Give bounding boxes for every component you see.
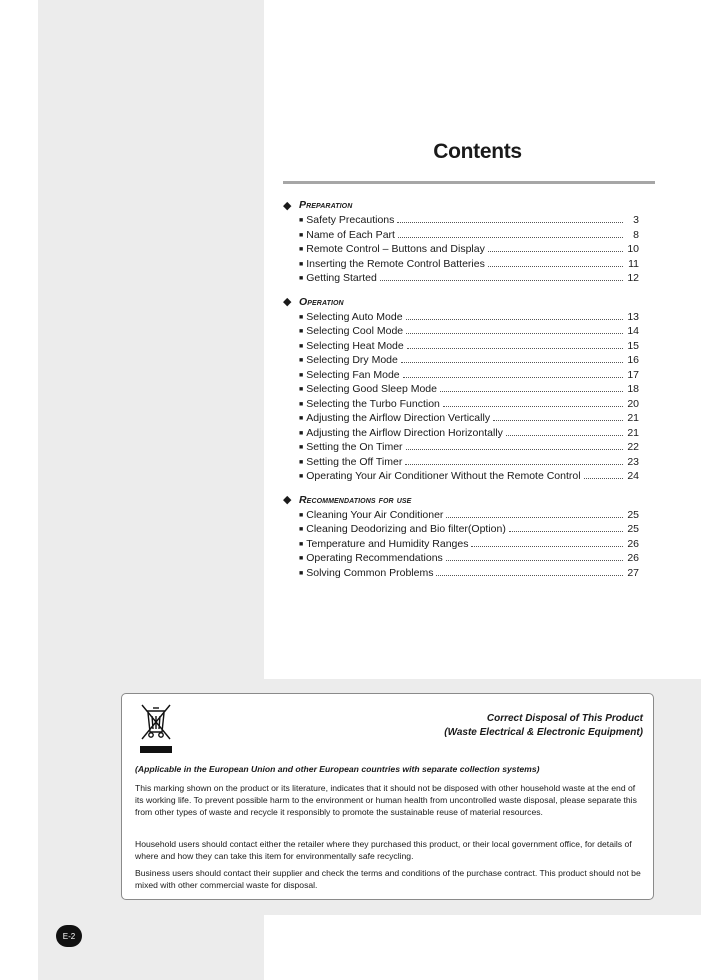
toc-section-title: Preparation <box>299 199 353 211</box>
toc-entry-label: Operating Your Air Conditioner Without the Remote Control <box>306 470 581 482</box>
dot-leader <box>446 517 623 518</box>
toc-entry[interactable] <box>283 523 639 538</box>
toc-entry[interactable] <box>283 383 639 398</box>
square-bullet-icon: ■ <box>299 342 304 350</box>
toc-page-number: 22 <box>627 441 639 453</box>
dot-leader <box>506 435 623 436</box>
toc-page-number: 24 <box>627 470 639 482</box>
dot-leader <box>488 266 623 267</box>
square-bullet-icon: ■ <box>299 260 304 268</box>
toc-entry[interactable] <box>283 258 639 273</box>
toc-page-number: 3 <box>633 214 639 226</box>
toc-page-number: 16 <box>627 354 639 366</box>
toc-entry-label: Remote Control – Buttons and Display <box>306 243 485 255</box>
square-bullet-icon: ■ <box>299 328 304 335</box>
square-bullet-icon: ■ <box>299 386 304 393</box>
table-of-contents <box>283 197 639 588</box>
toc-entry[interactable] <box>283 509 639 524</box>
toc-entry-label: Solving Common Problems <box>306 566 434 579</box>
diamond-icon: ◆ <box>283 296 292 308</box>
toc-page-number: 13 <box>627 310 639 323</box>
toc-page-number: 12 <box>627 272 639 284</box>
square-bullet-icon: ■ <box>299 444 304 451</box>
square-bullet-icon: ■ <box>299 217 304 224</box>
crossed-out-wheelie-bin-icon <box>138 702 174 742</box>
toc-entry[interactable] <box>283 567 639 582</box>
toc-section-header <box>283 197 639 213</box>
toc-page-number: 11 <box>628 257 639 270</box>
toc-entry-label: Selecting Dry Mode <box>306 354 398 366</box>
toc-page-number: 15 <box>627 339 639 352</box>
toc-page-number: 23 <box>627 455 639 468</box>
square-bullet-icon: ■ <box>299 526 304 533</box>
toc-entry-label: Selecting Heat Mode <box>306 339 404 352</box>
toc-section-title: Operation <box>299 295 344 308</box>
square-bullet-icon: ■ <box>299 555 304 562</box>
dot-leader <box>403 377 623 378</box>
disposal-paragraph-2: Household users should contact either the retailer where they purchased this product, or their local government office, for details of where and how they can take this item for environmentally safe recycling. <box>135 839 632 861</box>
toc-entry[interactable] <box>283 369 639 384</box>
toc-entry[interactable] <box>283 552 639 567</box>
dot-leader <box>407 348 623 349</box>
toc-page-number: 27 <box>627 566 639 579</box>
toc-section <box>283 492 639 582</box>
toc-entry-label: Safety Precautions <box>306 214 395 226</box>
dot-leader <box>398 237 623 238</box>
toc-entry[interactable] <box>283 354 639 369</box>
toc-entry-label: Setting the Off Timer <box>306 455 403 468</box>
dot-leader <box>406 319 623 320</box>
toc-entry[interactable] <box>283 538 639 553</box>
page-title: Contents <box>433 140 522 163</box>
toc-entry-label: Selecting the Turbo Function <box>306 397 440 410</box>
diamond-icon: ◆ <box>283 199 292 212</box>
disposal-title <box>444 712 643 740</box>
square-bullet-icon: ■ <box>299 429 304 437</box>
square-bullet-icon: ■ <box>299 246 304 253</box>
toc-section-header <box>283 492 639 508</box>
square-bullet-icon: ■ <box>299 231 304 239</box>
toc-entry-label: Cleaning Deodorizing and Bio filter(Option) <box>306 523 506 535</box>
disposal-title-line2: (Waste Electrical & Electronic Equipment) <box>444 727 643 738</box>
bin-underline-bar <box>140 746 172 753</box>
toc-entry[interactable] <box>283 470 639 485</box>
dot-leader <box>471 546 623 547</box>
toc-section-title: Recommendations for use <box>299 493 412 506</box>
diamond-icon: ◆ <box>283 494 292 506</box>
toc-entry[interactable] <box>283 427 639 442</box>
toc-entry-label: Name of Each Part <box>306 228 395 241</box>
toc-entry-label: Selecting Auto Mode <box>306 310 403 323</box>
toc-entry-label: Adjusting the Airflow Direction Vertically <box>306 412 491 424</box>
toc-entry[interactable] <box>283 311 639 326</box>
toc-section <box>283 294 639 485</box>
dot-leader <box>443 406 623 407</box>
dot-leader <box>406 333 623 334</box>
dot-leader <box>509 531 623 532</box>
dot-leader <box>440 391 623 392</box>
toc-entry[interactable] <box>283 325 639 340</box>
square-bullet-icon: ■ <box>299 458 304 466</box>
toc-entry-label: Temperature and Humidity Ranges <box>306 537 469 550</box>
square-bullet-icon: ■ <box>299 540 304 548</box>
toc-page-number: 18 <box>627 383 639 395</box>
toc-entry-label: Selecting Fan Mode <box>306 368 400 381</box>
toc-entry-label: Getting Started <box>306 272 377 284</box>
dot-leader <box>380 280 623 281</box>
toc-page-number: 21 <box>627 426 639 439</box>
title-rule <box>283 181 655 184</box>
dot-leader <box>446 560 623 561</box>
toc-entry[interactable] <box>283 214 639 229</box>
toc-entry[interactable] <box>283 243 639 258</box>
toc-section-header <box>283 294 639 310</box>
square-bullet-icon: ■ <box>299 275 304 282</box>
dot-leader <box>406 449 623 450</box>
toc-page-number: 8 <box>633 228 639 241</box>
toc-entry-label: Inserting the Remote Control Batteries <box>306 257 485 270</box>
dot-leader <box>436 575 623 576</box>
square-bullet-icon: ■ <box>299 400 304 408</box>
toc-entry[interactable] <box>283 412 639 427</box>
toc-page-number: 20 <box>627 397 639 410</box>
dot-leader <box>405 464 623 465</box>
toc-entry[interactable] <box>283 229 639 244</box>
toc-page-number: 26 <box>627 552 639 564</box>
toc-entry-label: Selecting Good Sleep Mode <box>306 383 437 395</box>
toc-entry[interactable] <box>283 398 639 413</box>
toc-entry-label: Cleaning Your Air Conditioner <box>306 508 444 521</box>
square-bullet-icon: ■ <box>299 371 304 379</box>
dot-leader <box>488 251 623 252</box>
disposal-paragraph-3: Business users should contact their supplier and check the terms and conditions of the purchase contract. This product should not be mixed with other commercial waste for disposal. <box>135 868 641 890</box>
square-bullet-icon: ■ <box>299 473 304 480</box>
toc-entry-label: Selecting Cool Mode <box>306 325 404 337</box>
toc-entry[interactable] <box>283 272 639 287</box>
toc-entry-label: Operating Recommendations <box>306 552 443 564</box>
dot-leader <box>401 362 623 363</box>
toc-page-number: 26 <box>627 537 639 550</box>
toc-entry-label: Adjusting the Airflow Direction Horizontally <box>306 426 503 439</box>
toc-page-number: 14 <box>627 325 639 337</box>
square-bullet-icon: ■ <box>299 569 304 577</box>
disposal-paragraph-1: This marking shown on the product or its literature, indicates that it should not be disposed with other household waste at the end of its working life. To prevent possible harm to the environment or human health from uncontrolled waste disposal, please separate this from other types of waste and recycle it responsibly to promote the sustainable reuse of material resources. <box>135 783 637 817</box>
square-bullet-icon: ■ <box>299 415 304 422</box>
dot-leader <box>493 420 623 421</box>
toc-page-number: 25 <box>627 523 639 535</box>
toc-entry-label: Setting the On Timer <box>306 441 403 453</box>
toc-page-number: 10 <box>627 243 639 255</box>
toc-section <box>283 197 639 287</box>
toc-page-number: 25 <box>627 508 639 521</box>
toc-entry[interactable] <box>283 340 639 355</box>
disposal-title-line1: Correct Disposal of This Product <box>486 713 643 724</box>
disposal-notice <box>121 693 654 900</box>
square-bullet-icon: ■ <box>299 357 304 364</box>
toc-entry[interactable] <box>283 456 639 471</box>
dot-leader <box>397 222 623 223</box>
toc-page-number: 17 <box>627 368 639 381</box>
disposal-applicable: (Applicable in the European Union and other European countries with separate collection systems) <box>135 764 540 774</box>
toc-page-number: 21 <box>627 412 639 424</box>
page-number-badge: E-2 <box>56 925 82 947</box>
square-bullet-icon: ■ <box>299 511 304 519</box>
square-bullet-icon: ■ <box>299 313 304 321</box>
toc-entry[interactable] <box>283 441 639 456</box>
dot-leader <box>584 478 623 479</box>
